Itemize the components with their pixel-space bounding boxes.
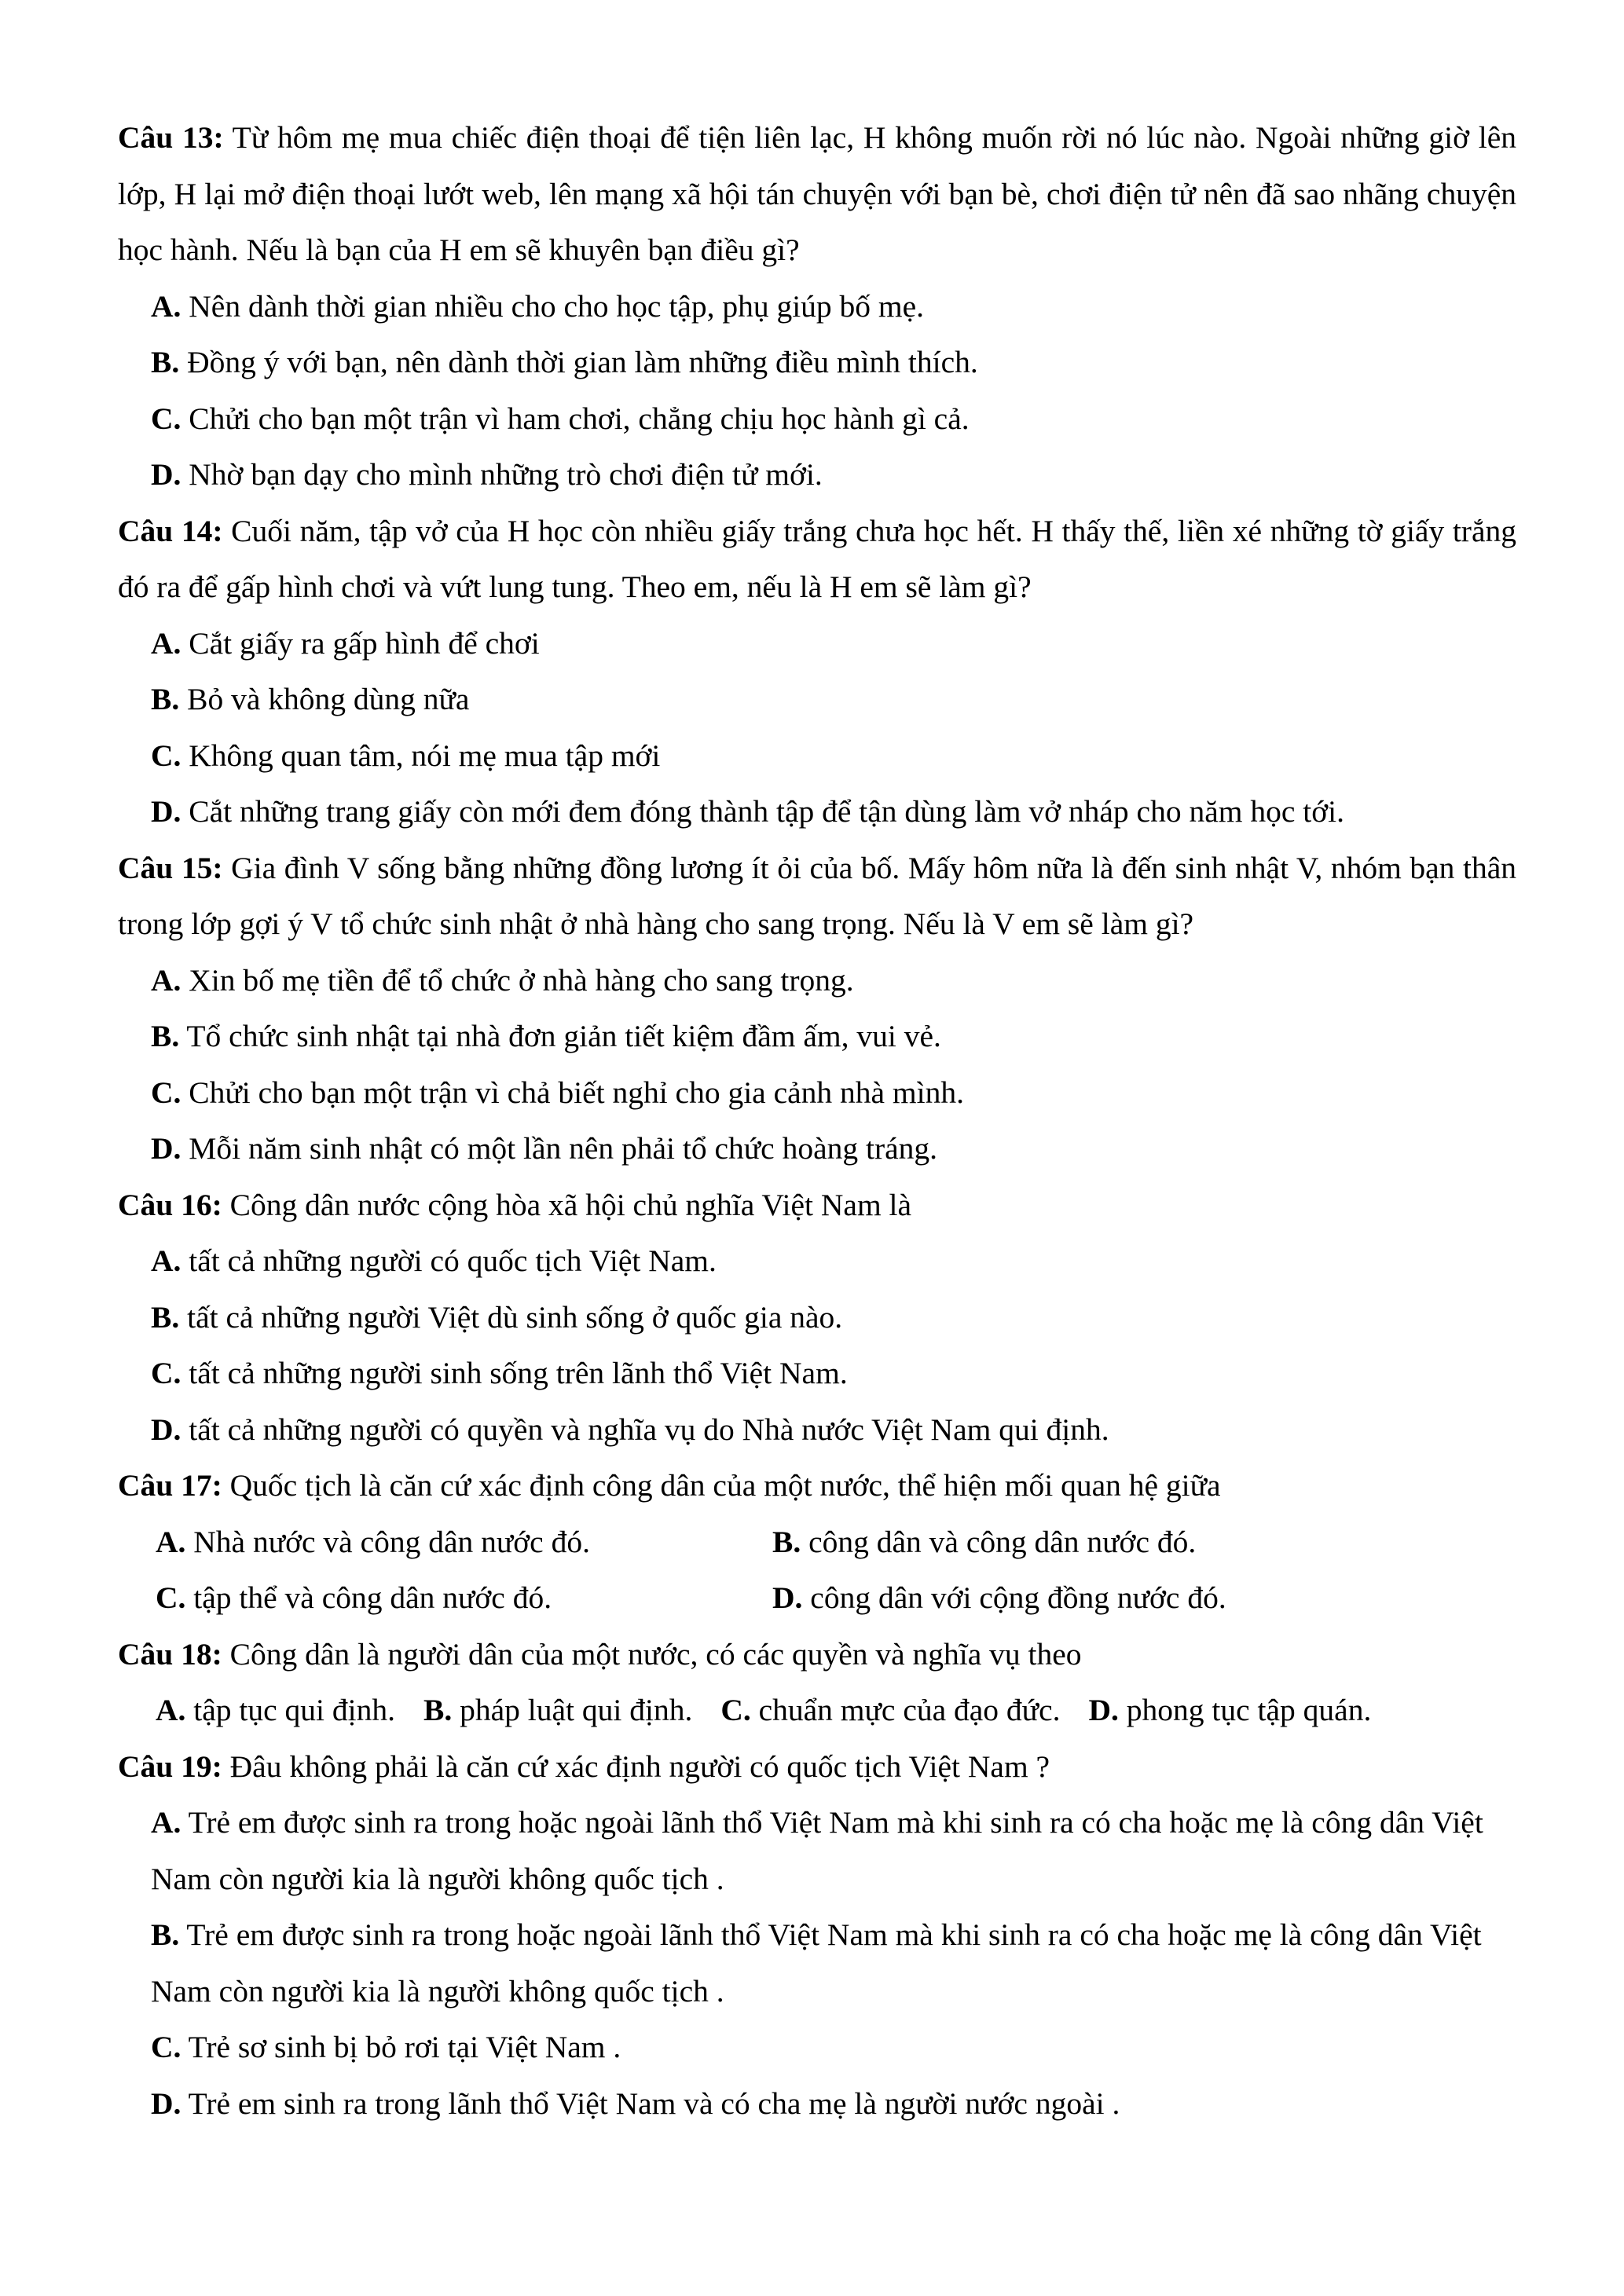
answer-option-b <box>423 1693 692 1727</box>
answer-option-a <box>118 1233 1516 1290</box>
option-text: công dân và công dân nước đó. <box>808 1524 1197 1559</box>
option-text: chuẩn mực của đạo đức. <box>758 1693 1061 1727</box>
option-text: Tổ chức sinh nhật tại nhà đơn giản tiết kiệm đầm ấm, vui vẻ. <box>186 1019 941 1053</box>
question-text: Gia đình V sống bằng những đồng lương ít ỏi của bố. Mấy hôm nữa là đến sinh nhật V, nhóm bạn thân trong lớp gợi ý V tổ chức sinh nhật ở nhà hàng cho sang trọng. Nếu là V em sẽ làm gì? <box>118 850 1517 941</box>
option-key: A. <box>151 288 181 324</box>
option-text: tất cả những người sinh sống trên lãnh thổ Việt Nam. <box>189 1356 848 1390</box>
option-text: tất cả những người có quốc tịch Việt Nam. <box>189 1243 717 1278</box>
option-text: tất cả những người Việt dù sinh sống ở quốc gia nào. <box>187 1299 843 1335</box>
answer-option-b <box>118 1290 1516 1346</box>
question-stem <box>118 504 1516 616</box>
answer-option-d <box>118 1402 1516 1459</box>
answer-option-d <box>118 1121 1516 1177</box>
option-key: B. <box>772 1524 801 1559</box>
answer-option-d <box>772 1570 1389 1627</box>
option-text: Cắt giấy ra gấp hình để chơi <box>189 625 540 661</box>
answer-option-a <box>118 953 1516 1009</box>
question-number: Câu 16: <box>118 1187 222 1222</box>
option-text: Nên dành thời gian nhiều cho cho học tập, phụ giúp bố mẹ. <box>189 288 925 324</box>
option-text: tất cả những người có quyền và nghĩa vụ do Nhà nước Việt Nam qui định. <box>189 1412 1109 1447</box>
answer-option-d <box>118 784 1516 840</box>
option-text: Nhờ bạn dạy cho mình những trò chơi điện tử mới. <box>189 457 823 492</box>
option-key: B. <box>423 1693 453 1727</box>
answer-option-a <box>118 279 1516 335</box>
option-text: Chửi cho bạn một trận vì ham chơi, chẳng chịu học hành gì cả. <box>189 401 970 436</box>
option-text: Nhà nước và công dân nước đó. <box>193 1524 590 1559</box>
option-key: A. <box>156 1693 186 1727</box>
question-stem <box>118 1739 1516 1796</box>
exam-page <box>118 110 1516 2132</box>
option-key: D. <box>151 794 181 829</box>
question-number: Câu 18: <box>118 1636 222 1672</box>
option-key: B. <box>151 682 180 716</box>
option-key: C. <box>151 2030 181 2064</box>
question-text: Công dân là người dân của một nước, có các quyền và nghĩa vụ theo <box>229 1636 1082 1672</box>
question-text: Từ hôm mẹ mua chiếc điện thoại để tiện liên lạc, H không muốn rời nó lúc nào. Ngoài những giờ lên lớp, H lại mở điện thoại lướt web, lên mạng xã hội tán chuyện với bạn bè, chơi điện tử nên đã sao nhãng chuyện học hành. Nếu là bạn của H em sẽ khuyên bạn điều gì? <box>118 120 1516 267</box>
option-key: C. <box>156 1580 186 1615</box>
answer-row <box>118 1683 1516 1739</box>
option-key: B. <box>151 1917 180 1952</box>
answer-option-b <box>118 672 1516 728</box>
answer-option-c <box>720 1693 1060 1727</box>
answer-option-b <box>118 1907 1516 2020</box>
answer-row <box>118 1570 1516 1627</box>
option-key: D. <box>151 1131 181 1166</box>
answer-option-c <box>156 1570 772 1627</box>
option-key: D. <box>151 2085 181 2121</box>
answer-option-b <box>772 1514 1389 1571</box>
option-key: C. <box>151 401 181 436</box>
option-key: C. <box>151 1075 181 1110</box>
question-number: Câu 14: <box>118 513 223 548</box>
question-13 <box>118 110 1516 504</box>
question-14 <box>118 504 1516 840</box>
question-number: Câu 13: <box>118 120 224 155</box>
question-number: Câu 17: <box>118 1468 222 1503</box>
option-text: Chửi cho bạn một trận vì chả biết nghỉ cho gia cảnh nhà mình. <box>189 1075 965 1110</box>
question-18 <box>118 1627 1516 1739</box>
option-text: Trẻ em được sinh ra trong hoặc ngoài lãnh thổ Việt Nam mà khi sinh ra có cha hoặc mẹ là công dân Việt Nam còn người kia là người không quốc tịch . <box>151 1917 1482 2009</box>
answer-option-a <box>118 616 1516 672</box>
answer-option-c <box>118 728 1516 785</box>
question-15 <box>118 840 1516 1177</box>
option-text: tập tục qui định. <box>193 1693 395 1727</box>
option-key: A. <box>151 1243 181 1278</box>
option-key: D. <box>772 1580 803 1615</box>
question-stem <box>118 1177 1516 1234</box>
option-text: Bỏ và không dùng nữa <box>187 682 470 716</box>
option-key: B. <box>151 1299 180 1335</box>
option-key: C. <box>151 1356 181 1390</box>
option-text: Mỗi năm sinh nhật có một lần nên phải tổ chức hoàng tráng. <box>189 1131 938 1166</box>
answer-row <box>118 1514 1516 1571</box>
question-16 <box>118 1177 1516 1459</box>
question-stem <box>118 110 1516 279</box>
option-text: Không quan tâm, nói mẹ mua tập mới <box>189 738 661 773</box>
option-key: D. <box>151 1412 181 1447</box>
option-text: Cắt những trang giấy còn mới đem đóng thành tập để tận dùng làm vở nháp cho năm học tới. <box>189 794 1344 829</box>
option-key: C. <box>720 1693 751 1727</box>
option-text: Trẻ sơ sinh bị bỏ rơi tại Việt Nam . <box>188 2030 621 2064</box>
answer-option-a <box>156 1693 395 1727</box>
answer-option-b <box>118 335 1516 391</box>
answer-option-c <box>118 2020 1516 2076</box>
question-text: Cuối năm, tập vở của H học còn nhiều giấy trắng chưa học hết. H thấy thế, liền xé những tờ giấy trắng đó ra để gấp hình chơi và vứt lung tung. Theo em, nếu là H em sẽ làm gì? <box>118 513 1516 604</box>
answer-option-d <box>1089 1693 1372 1727</box>
question-19 <box>118 1739 1516 2133</box>
question-text: Quốc tịch là căn cứ xác định công dân của một nước, thể hiện mối quan hệ giữa <box>229 1468 1221 1503</box>
question-text: Công dân nước cộng hòa xã hội chủ nghĩa Việt Nam là <box>229 1187 912 1222</box>
option-key: B. <box>151 345 180 379</box>
question-stem <box>118 1627 1516 1683</box>
option-key: D. <box>151 457 181 492</box>
option-text: Xin bố mẹ tiền để tổ chức ở nhà hàng cho sang trọng. <box>189 962 854 998</box>
answer-option-d <box>118 2076 1516 2133</box>
option-key: A. <box>156 1524 186 1559</box>
option-text: tập thể và công dân nước đó. <box>193 1580 552 1615</box>
option-key: B. <box>151 1019 180 1053</box>
option-text: Đồng ý với bạn, nên dành thời gian làm những điều mình thích. <box>187 345 978 379</box>
option-key: D. <box>1088 1693 1119 1727</box>
answer-option-c <box>118 391 1516 448</box>
option-text: công dân với cộng đồng nước đó. <box>810 1580 1226 1615</box>
question-number: Câu 19: <box>118 1749 222 1784</box>
question-stem <box>118 1458 1516 1514</box>
answer-option-d <box>118 447 1516 504</box>
option-key: A. <box>151 625 181 661</box>
question-text: Đâu không phải là căn cứ xác định người có quốc tịch Việt Nam ? <box>229 1749 1050 1784</box>
answer-option-c <box>118 1346 1516 1402</box>
question-17 <box>118 1458 1516 1627</box>
option-text: phong tục tập quán. <box>1126 1693 1372 1727</box>
option-text: Trẻ em sinh ra trong lãnh thổ Việt Nam và có cha mẹ là người nước ngoài . <box>188 2085 1120 2121</box>
question-number: Câu 15: <box>118 850 223 885</box>
answer-option-c <box>118 1065 1516 1122</box>
answer-option-a <box>118 1795 1516 1907</box>
answer-option-a <box>156 1514 772 1571</box>
answer-option-b <box>118 1009 1516 1065</box>
option-key: A. <box>151 1805 181 1840</box>
option-text: pháp luật qui định. <box>460 1693 693 1727</box>
option-key: A. <box>151 962 181 998</box>
question-stem <box>118 840 1516 953</box>
option-key: C. <box>151 738 181 773</box>
option-text: Trẻ em được sinh ra trong hoặc ngoài lãnh thổ Việt Nam mà khi sinh ra có cha hoặc mẹ là công dân Việt Nam còn người kia là người không quốc tịch . <box>151 1805 1483 1896</box>
